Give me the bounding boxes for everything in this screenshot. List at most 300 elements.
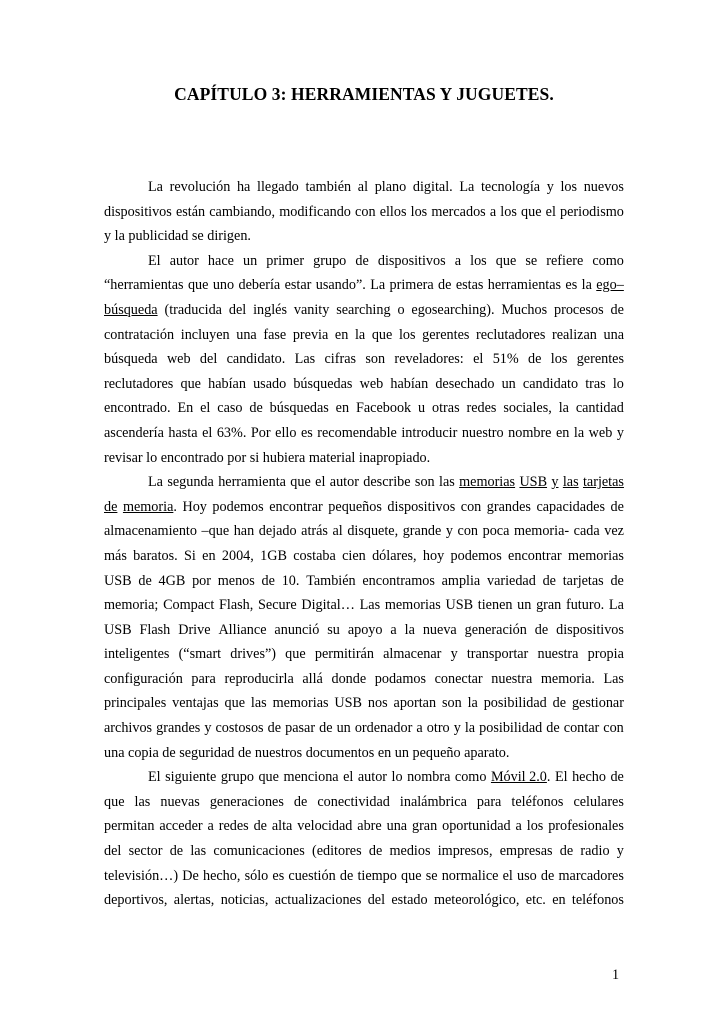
word: nuestra — [537, 646, 579, 663]
word: de — [339, 867, 354, 884]
word: disquete, — [347, 523, 399, 540]
word: inglés — [253, 301, 287, 318]
word: candidato — [522, 375, 579, 392]
word: ventajas — [172, 695, 219, 712]
word: 1GB — [260, 547, 287, 564]
word: su — [327, 621, 340, 638]
word: autor — [169, 252, 199, 269]
text-line — [104, 814, 624, 839]
text-line — [104, 888, 624, 913]
word: al — [332, 523, 343, 540]
word: revisar lo encontrado por si hubiera material inapropiado. — [104, 449, 431, 466]
word: Compact — [163, 597, 215, 614]
word: habían — [390, 375, 429, 392]
word: a — [416, 720, 423, 737]
word: 4GB — [158, 572, 186, 589]
word: USB — [334, 695, 363, 712]
word: medios — [389, 843, 431, 860]
word: y — [616, 424, 624, 441]
word: hoy — [422, 547, 445, 564]
hyperlink-text[interactable]: Móvil 2.0 — [490, 769, 547, 786]
text-line — [104, 200, 624, 225]
word: apoyo — [347, 621, 383, 638]
word: las — [439, 474, 455, 491]
word: llegado — [257, 179, 299, 195]
word: Facebook — [355, 400, 412, 417]
word: hace — [207, 252, 234, 269]
text-line — [104, 864, 624, 889]
word: primera — [389, 277, 434, 294]
text-line — [104, 519, 624, 544]
word: y — [546, 179, 554, 195]
word: a — [489, 203, 497, 220]
word: de — [542, 572, 556, 589]
word: profesionales — [548, 818, 624, 835]
word: dispositivos — [104, 203, 172, 220]
word: a — [515, 818, 522, 835]
word: uso — [517, 867, 537, 884]
text-line — [104, 691, 624, 716]
word: la — [467, 695, 478, 712]
word: reproducirla — [224, 670, 294, 687]
word: se — [425, 867, 438, 884]
word: son — [441, 695, 462, 712]
text-line — [104, 593, 624, 618]
word: searching — [336, 301, 391, 318]
word: en — [335, 400, 350, 417]
word: conectividad — [317, 793, 390, 810]
word: generaciones — [209, 793, 284, 810]
word: web — [359, 375, 384, 392]
word: describe — [363, 474, 411, 491]
word: ordenador — [354, 720, 413, 737]
word: que — [290, 474, 311, 491]
word: una copia de seguridad de nuestros documentos en un pequeño aparato. — [104, 744, 510, 761]
word: tecnología — [480, 179, 541, 195]
word: incluyen — [180, 326, 230, 343]
word: de — [261, 572, 275, 589]
word: la — [573, 424, 585, 441]
word: lo — [391, 769, 403, 786]
word: gerentes — [422, 326, 470, 343]
word: introducir — [401, 424, 458, 441]
hyperlink-text[interactable]: tarjetas — [582, 474, 624, 491]
word: cantidad — [575, 400, 624, 417]
word: usando”. — [315, 277, 366, 294]
page-number: 1 — [612, 967, 620, 983]
text-line — [104, 175, 624, 200]
hyperlink-text[interactable]: USB — [519, 474, 548, 491]
word: Si — [184, 547, 196, 564]
word: búsquedas — [269, 400, 329, 417]
word: gestionar — [571, 695, 624, 712]
text-line — [104, 667, 624, 692]
word: encontrado. — [104, 400, 171, 417]
word: nuestro — [461, 424, 504, 441]
word: uno — [212, 277, 235, 294]
word: actualizaciones — [274, 892, 362, 909]
word: principales — [104, 695, 167, 712]
word: capacidades — [536, 498, 605, 515]
word: 2004, — [221, 547, 254, 564]
word: permitirán — [314, 646, 374, 663]
word: grupo — [313, 252, 347, 269]
word: con — [460, 498, 482, 515]
word: posibilidad — [479, 720, 543, 737]
word: de — [610, 498, 624, 515]
word: el — [202, 424, 213, 441]
word: El — [554, 769, 568, 786]
word: almacenar — [383, 646, 442, 663]
word: estas — [455, 277, 484, 294]
word: Las — [359, 597, 381, 614]
word: los — [560, 179, 578, 195]
word: anunció — [274, 621, 320, 638]
word: encontramos — [362, 572, 435, 589]
word: drives”) — [230, 646, 276, 663]
text-line — [104, 495, 624, 520]
word: sólo — [244, 867, 269, 884]
word: web — [166, 351, 191, 368]
word: ello — [275, 424, 297, 441]
word: (editores — [311, 843, 362, 860]
word: de — [355, 252, 369, 269]
text-line — [104, 790, 624, 815]
word: La — [370, 277, 386, 294]
word: atrás — [301, 523, 328, 540]
text-line — [104, 323, 624, 348]
word: Por — [250, 424, 271, 441]
word: dispositivos — [377, 252, 446, 269]
word: nombre — [508, 424, 552, 441]
word: (traducida — [164, 301, 222, 318]
word: La — [608, 597, 624, 614]
word: un — [336, 720, 351, 737]
word: posibilidad — [483, 695, 547, 712]
word: autor — [329, 474, 359, 491]
word: almacenamiento — [104, 523, 197, 540]
word: nuestra — [491, 670, 533, 687]
word: dispositivos — [387, 498, 456, 515]
word: herramienta — [218, 474, 286, 491]
word: cifras — [324, 351, 357, 368]
text-line — [104, 544, 624, 569]
word: con — [457, 523, 479, 540]
word: mercados — [431, 203, 486, 220]
word: Muchos — [501, 301, 548, 318]
word: una — [386, 818, 408, 835]
word: En — [177, 400, 194, 417]
word: es — [300, 424, 313, 441]
word: refiere — [546, 252, 584, 269]
word: los — [500, 203, 517, 220]
word: que — [224, 695, 246, 712]
word: permitan — [104, 818, 155, 835]
text-line — [104, 298, 624, 323]
word: u — [418, 400, 426, 417]
word: pasar — [285, 720, 316, 737]
word: previa — [292, 326, 329, 343]
word: tarjetas — [562, 572, 604, 589]
word: comunicaciones — [213, 843, 305, 860]
word: que — [401, 867, 422, 884]
word: una — [603, 326, 624, 343]
text-line — [104, 642, 624, 667]
word: ellos — [379, 203, 407, 220]
hyperlink-text[interactable]: ego– — [596, 277, 624, 294]
word: Las — [603, 670, 624, 687]
word: cambiando, — [209, 203, 276, 220]
word: marcadores — [558, 867, 624, 884]
word: de — [319, 720, 333, 737]
word: Flash — [139, 621, 171, 638]
word: encontrar — [269, 498, 323, 515]
word: sector — [128, 843, 163, 860]
word: configuración — [104, 670, 183, 687]
word: podemos — [212, 498, 264, 515]
word: el — [545, 203, 556, 220]
word: al — [357, 179, 369, 195]
word: los — [470, 252, 487, 269]
word: búsqueda — [104, 351, 158, 368]
word: futuro. — [565, 597, 605, 614]
word: de — [249, 400, 263, 417]
word: segunda — [167, 474, 214, 491]
word: una — [236, 326, 257, 343]
word: que — [495, 252, 517, 269]
text-line — [104, 765, 624, 790]
word: sociales, — [503, 400, 552, 417]
text-line — [104, 273, 624, 298]
word: archivos — [104, 720, 153, 737]
word: contar — [563, 720, 600, 737]
word: más — [104, 547, 127, 564]
word: memorias — [272, 695, 329, 712]
word: la — [354, 326, 366, 343]
word: del — [228, 301, 247, 318]
word: 63%. — [216, 424, 247, 441]
word: se — [525, 252, 538, 269]
word: nueva — [422, 621, 457, 638]
word: empresas — [499, 843, 553, 860]
word: de — [540, 867, 555, 884]
word: gran — [536, 597, 562, 614]
word: estar — [284, 277, 312, 294]
word: (“smart — [178, 646, 222, 663]
word: las — [134, 793, 151, 810]
word: acceder — [159, 818, 203, 835]
word: baratos. — [133, 547, 178, 564]
word: Digital… — [301, 597, 355, 614]
word: USB — [445, 597, 474, 614]
word: memoria. — [122, 498, 177, 515]
word: dólares, — [372, 547, 417, 564]
word: amplia — [441, 572, 481, 589]
word: Las — [294, 351, 316, 368]
word: propia — [587, 646, 624, 663]
word: los — [410, 203, 428, 220]
word: o — [397, 301, 405, 318]
word: tras — [585, 375, 606, 392]
word: el — [502, 867, 513, 884]
word: memoria; — [104, 597, 159, 614]
word: grupo — [220, 769, 254, 786]
word: ha — [236, 179, 251, 195]
word: redes — [218, 818, 249, 835]
word: inteligentes — [104, 646, 170, 663]
word: de — [534, 621, 549, 638]
text-line — [104, 249, 624, 274]
hyperlink-text[interactable]: las — [562, 474, 579, 491]
word: de — [552, 695, 567, 712]
word: reveladores: — [394, 351, 464, 368]
word: televisión…) — [104, 867, 179, 884]
word: vez — [604, 523, 624, 540]
word: egosearching). — [411, 301, 495, 318]
word: reclutadores — [476, 326, 546, 343]
word: noticias, — [220, 892, 269, 909]
word: De — [182, 867, 199, 884]
word: los — [526, 818, 544, 835]
hyperlink-text[interactable]: y — [551, 474, 559, 491]
word: La — [459, 179, 475, 195]
word: el — [200, 400, 211, 417]
word: que — [180, 375, 201, 392]
word: cada — [573, 523, 600, 540]
word: y — [616, 843, 624, 860]
word: con — [603, 720, 624, 737]
word: otras — [432, 400, 460, 417]
word: generación — [464, 621, 527, 638]
word: alertas, — [173, 892, 215, 909]
word: grande — [402, 523, 442, 540]
word: de — [610, 572, 624, 589]
word: desechado — [435, 375, 495, 392]
word: de — [528, 351, 542, 368]
word: el — [315, 474, 326, 491]
word: impresos, — [437, 843, 493, 860]
word: normalice — [441, 867, 499, 884]
word: teléfonos — [571, 892, 624, 909]
word: en — [202, 547, 216, 564]
word: a — [207, 818, 214, 835]
word: en — [555, 424, 570, 441]
word: las — [250, 695, 267, 712]
word: La — [148, 474, 163, 491]
word: radio — [580, 843, 610, 860]
word: cuestión — [288, 867, 336, 884]
word: de — [559, 843, 574, 860]
word: de — [368, 843, 383, 860]
word: podamos — [374, 670, 426, 687]
word: que — [285, 646, 306, 663]
word: menciona — [283, 769, 339, 786]
word: para — [191, 670, 216, 687]
word: siguiente — [165, 769, 217, 786]
word: transportar — [466, 646, 529, 663]
word: de — [438, 277, 452, 294]
word: han — [233, 523, 255, 540]
text-line — [104, 839, 624, 864]
word: allá — [302, 670, 323, 687]
word: están — [175, 203, 206, 220]
word: nombra — [407, 769, 451, 786]
word: revolución — [169, 179, 231, 195]
word: pequeños — [328, 498, 382, 515]
word: la — [558, 400, 569, 417]
word: variedad — [486, 572, 536, 589]
text-line — [104, 618, 624, 643]
word: búsquedas — [293, 375, 353, 392]
word: caso — [217, 400, 243, 417]
text-line — [104, 741, 624, 766]
word: también — [305, 179, 352, 195]
hyperlink-text[interactable]: memorias — [459, 474, 516, 491]
word: usado — [253, 375, 287, 392]
word: grandes — [486, 498, 531, 515]
word: lo — [612, 375, 624, 392]
word: la — [404, 621, 415, 638]
body-text — [104, 175, 624, 913]
word: etc. — [525, 892, 546, 909]
word: como — [592, 252, 624, 269]
word: de — [546, 720, 560, 737]
word: redes — [466, 400, 497, 417]
word: donde — [331, 670, 367, 687]
word: gran — [411, 818, 438, 835]
word: memorias — [384, 597, 441, 614]
word: de — [610, 301, 624, 318]
word: web — [588, 424, 613, 441]
word: Flash, — [219, 597, 254, 614]
word: El — [148, 252, 161, 269]
word: modificando — [279, 203, 351, 220]
word: candidato. — [226, 351, 286, 368]
word: es — [272, 867, 285, 884]
word: inalámbrica — [399, 793, 467, 810]
word: nuevas — [160, 793, 200, 810]
word: autor — [357, 769, 388, 786]
word: fase — [263, 326, 287, 343]
text-line — [104, 347, 624, 372]
word: cien — [342, 547, 366, 564]
word: un — [501, 375, 516, 392]
hyperlink-text[interactable]: memoria — [122, 498, 174, 515]
text-line — [104, 569, 624, 594]
word: son — [365, 351, 386, 368]
word: primer — [266, 252, 305, 269]
word: hecho, — [202, 867, 241, 884]
word: y la publicidad se dirigen. — [104, 228, 251, 245]
word: procesos — [554, 301, 604, 318]
word: “herramientas — [104, 277, 184, 294]
word: costaba — [293, 547, 336, 564]
word: de — [169, 843, 184, 860]
word: y — [445, 523, 453, 540]
hyperlink-text[interactable]: de — [104, 498, 118, 515]
word: dispositivos — [556, 621, 624, 638]
word: También — [306, 572, 356, 589]
text-line — [104, 396, 624, 421]
word: hasta — [168, 424, 198, 441]
word: el — [343, 769, 354, 786]
word: Secure — [258, 597, 297, 614]
word: podemos — [450, 547, 502, 564]
word: la — [581, 277, 592, 294]
word: de — [267, 720, 282, 737]
hyperlink-text[interactable]: búsqueda — [104, 301, 158, 318]
word: por — [192, 572, 211, 589]
